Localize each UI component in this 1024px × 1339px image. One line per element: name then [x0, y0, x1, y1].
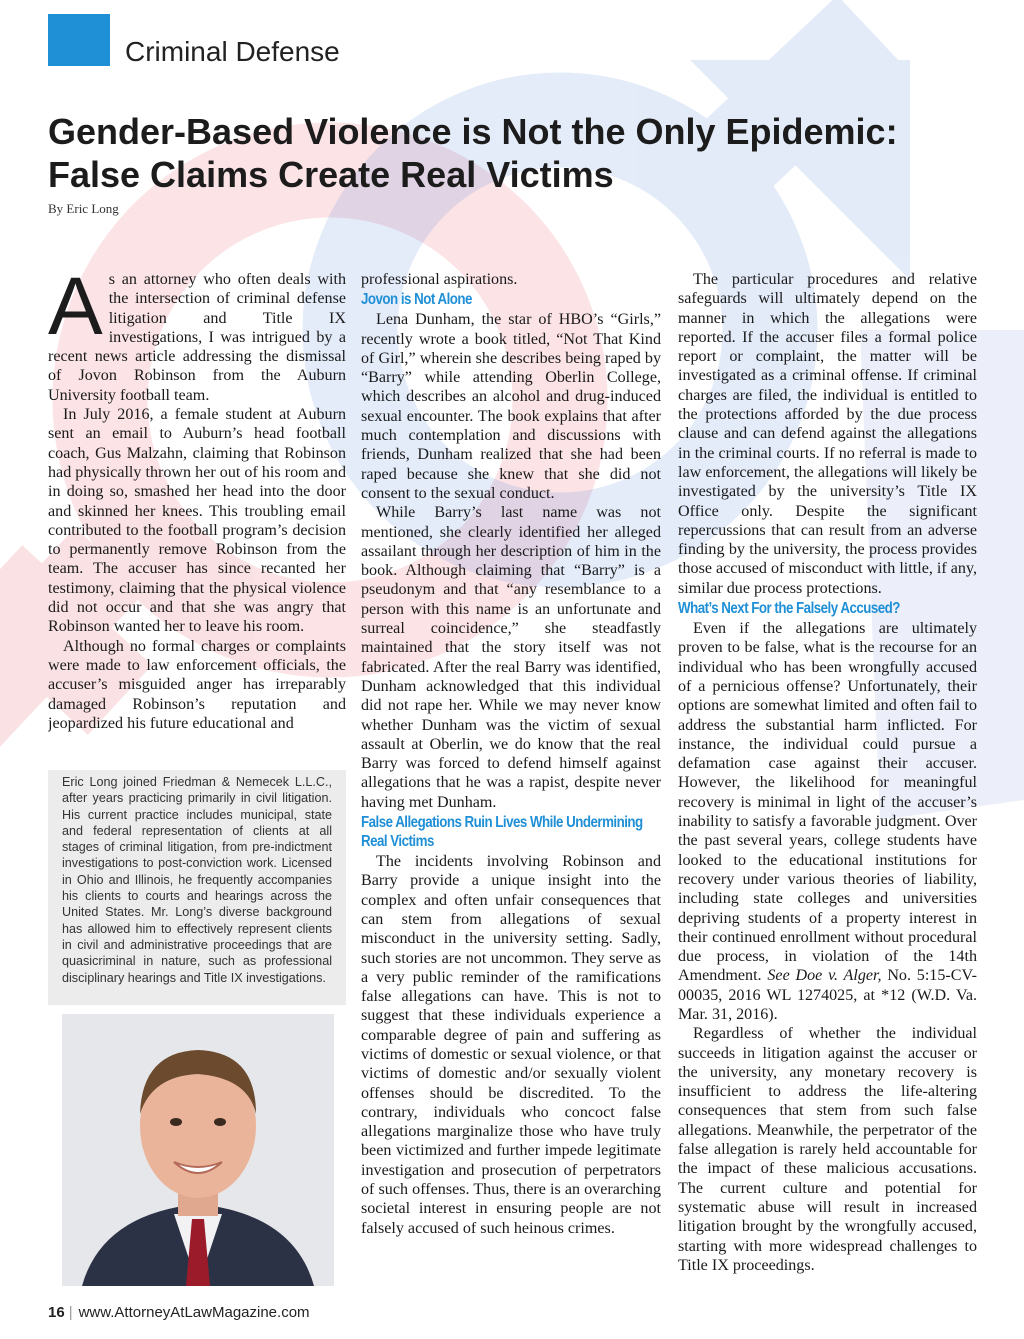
- footer-divider: |: [68, 1304, 73, 1321]
- paragraph: Lena Dunham, the star of HBO’s “Girls,” recently wrote a book titled, “Not That Kind of Girl,” wherein she describes being raped by “Barry” while attending Oberlin College, which describes an alcohol and drug-induced sexual encounter. The book explains that after much contemplation and discussions with friends, Dunham realized that she had been raped because she knew that she did not consent to the sexual conduct.: [361, 311, 661, 502]
- section-color-block: [48, 14, 110, 66]
- article-title: Gender-Based Violence is Not the Only Epidemic: False Claims Create Real Victims: [48, 111, 898, 195]
- paragraph: professional aspirations.: [361, 271, 518, 288]
- article-column-3: [678, 270, 977, 1288]
- article-column-1: [48, 270, 346, 762]
- paragraph: Regardless of whether the individual succeeds in litigation against the accuser or the university, any monetary recovery is insufficient to address the life-altering consequences that stem from such false allegations. Meanwhile, the perpetrator of the false allegation is rarely held accountable for the impact of these malicious accusations. The current culture and potential for systematic abuse will result in increased litigation brought by the wrongfully accused, starting with more widespread challenges to Title IX proceedings.: [678, 1025, 977, 1274]
- case-citation-name: See Doe v. Alger,: [767, 967, 882, 985]
- author-bio-text: Eric Long joined Friedman & Nemecek L.L.C., after years practicing primarily in civil litigation. His current practice includes municipal, state and federal representation of clients at all stages of criminal litigation, from pre-indictment investigations to post-conviction work. Licensed in Ohio and Illinois, he frequently accompanies his clients to courts and hearings across the United States. Mr. Long’s diverse background has allowed him to effectively represent clients in civil and administrative proceedings that are quasicriminal in nature, such as professional disciplinary hearings and Title IX investigations.: [62, 775, 332, 985]
- byline: By Eric Long: [48, 201, 119, 216]
- footer-website: www.AttorneyAtLawMagazine.com: [78, 1304, 310, 1321]
- page-number: 16: [48, 1304, 65, 1321]
- drop-cap: A: [48, 270, 103, 352]
- author-photo: [62, 1014, 334, 1286]
- paragraph: Although no formal charges or complaints were made to law enforcement officials, the accuser’s misguided anger has irreparably damaged Robinson’s reputation and jeopardized his future educational and: [48, 637, 346, 732]
- page-footer: [48, 1304, 310, 1321]
- paragraph: The incidents involving Robinson and Barry provide a unique insight into the complex and often unfair consequences that can stem from allegations of sexual misconduct in the university setting. Sadly, such stories are not uncommon. They serve as a very public reminder of the ramifications false allegations can have. This is not to suggest that these individuals experience a comparable degree of pain and suffering as victims of domestic or sexual violence, or that victims of domestic and/or sexually violent offenses should be discredited. To the contrary, individuals who concoct false allegations marginalize those who have truly been victimized and further impede legitimate investigation and prosecution of perpetrators of such offenses. Thus, there is an overarching societal interest in ensuring people are not falsely accused of such heinous crimes.: [361, 853, 661, 1237]
- paragraph: Even if the allegations are ultimately proven to be false, what is the recourse for an individual who has been wrongfully accused of a pernicious offense? Unfortunately, their options are somewhat limited and often fail to address the substantial harm inflicted. For instance, the individual could pursue a defamation case against their accuser. However, the likelihood for meaningful recovery is minimal in light of the accuser’s inability to satisfy a favorable judgment. Over the past several years, college students have looked to the educational institutions for recovery under various theories of liability, including state colleges and universities depriving students of a property interest in their continued enrollment without procedural due process, in violation of the 14th Amendment. See Doe v. Alger, No. 5:15-CV-00035, 2016 WL 1274025, at *12 (W.D. Va. Mar. 31, 2016).: [678, 620, 977, 1023]
- subheading: What’s Next For the Falsely Accused?: [678, 600, 900, 618]
- article-column-2: [361, 270, 661, 1288]
- paragraph: In July 2016, a female student at Auburn sent an email to Auburn’s head football coach, Gus Malzahn, claiming that Robinson had physically thrown her out of his room and in doing so, smashed her head into the door and skinned her knees. This troubling email contributed to the football program’s decision to permanently remove Robinson from the team. The accuser has since recanted her testimony, claiming that the physical violence did not occur and that she was angry that Robinson wanted her to leave his room.: [48, 406, 346, 636]
- paragraph: The particular procedures and relative safeguards will ultimately depend on the manner in which the allegations were reported. If the accuser files a formal police report or complaint, the matter will be investigated as a criminal offense. If criminal charges are filed, the individual is entitled to the protections afforded by the due process clause and can defend against the allegations in the criminal courts. If no referral is made to law enforcement, the allegations will likely be investigated by the university’s Title IX Office only. Despite the significant repercussions that can result from an adverse finding by the university, the process provides those accused of misconduct with little, if any, similar due process protections.: [678, 271, 977, 597]
- section-label: Criminal Defense: [125, 36, 340, 67]
- paragraph: While Barry’s last name was not mentioned, she clearly identified her alleged assailant through her description of him in the book. Although claiming that “Barry” is a pseudonym and that “any resemblance to a person with this name is an unfortunate and surreal coincidence,” she steadfastly maintained that the story itself was not fabricated. After the real Barry was identified, Dunham acknowledged that this individual did not rape her. While we may never know whether Dunham was the victim of sexual assault at Oberlin, we do know that the real Barry was forced to defend himself against allegations that he was a rapist, despite never having met Dunham.: [361, 504, 661, 811]
- paragraph: As an attorney who often deals with the intersection of criminal defense litigation and Title IX investigations, I was intrigued by a recent news article addressing the dismissal of Jovon Robinson from the Auburn University football team.: [48, 270, 346, 404]
- author-bio-box: [48, 770, 346, 1005]
- subheading: False Allegations Ruin Lives While Undermining Real Victims: [361, 814, 643, 851]
- subheading: Jovon is Not Alone: [361, 291, 472, 309]
